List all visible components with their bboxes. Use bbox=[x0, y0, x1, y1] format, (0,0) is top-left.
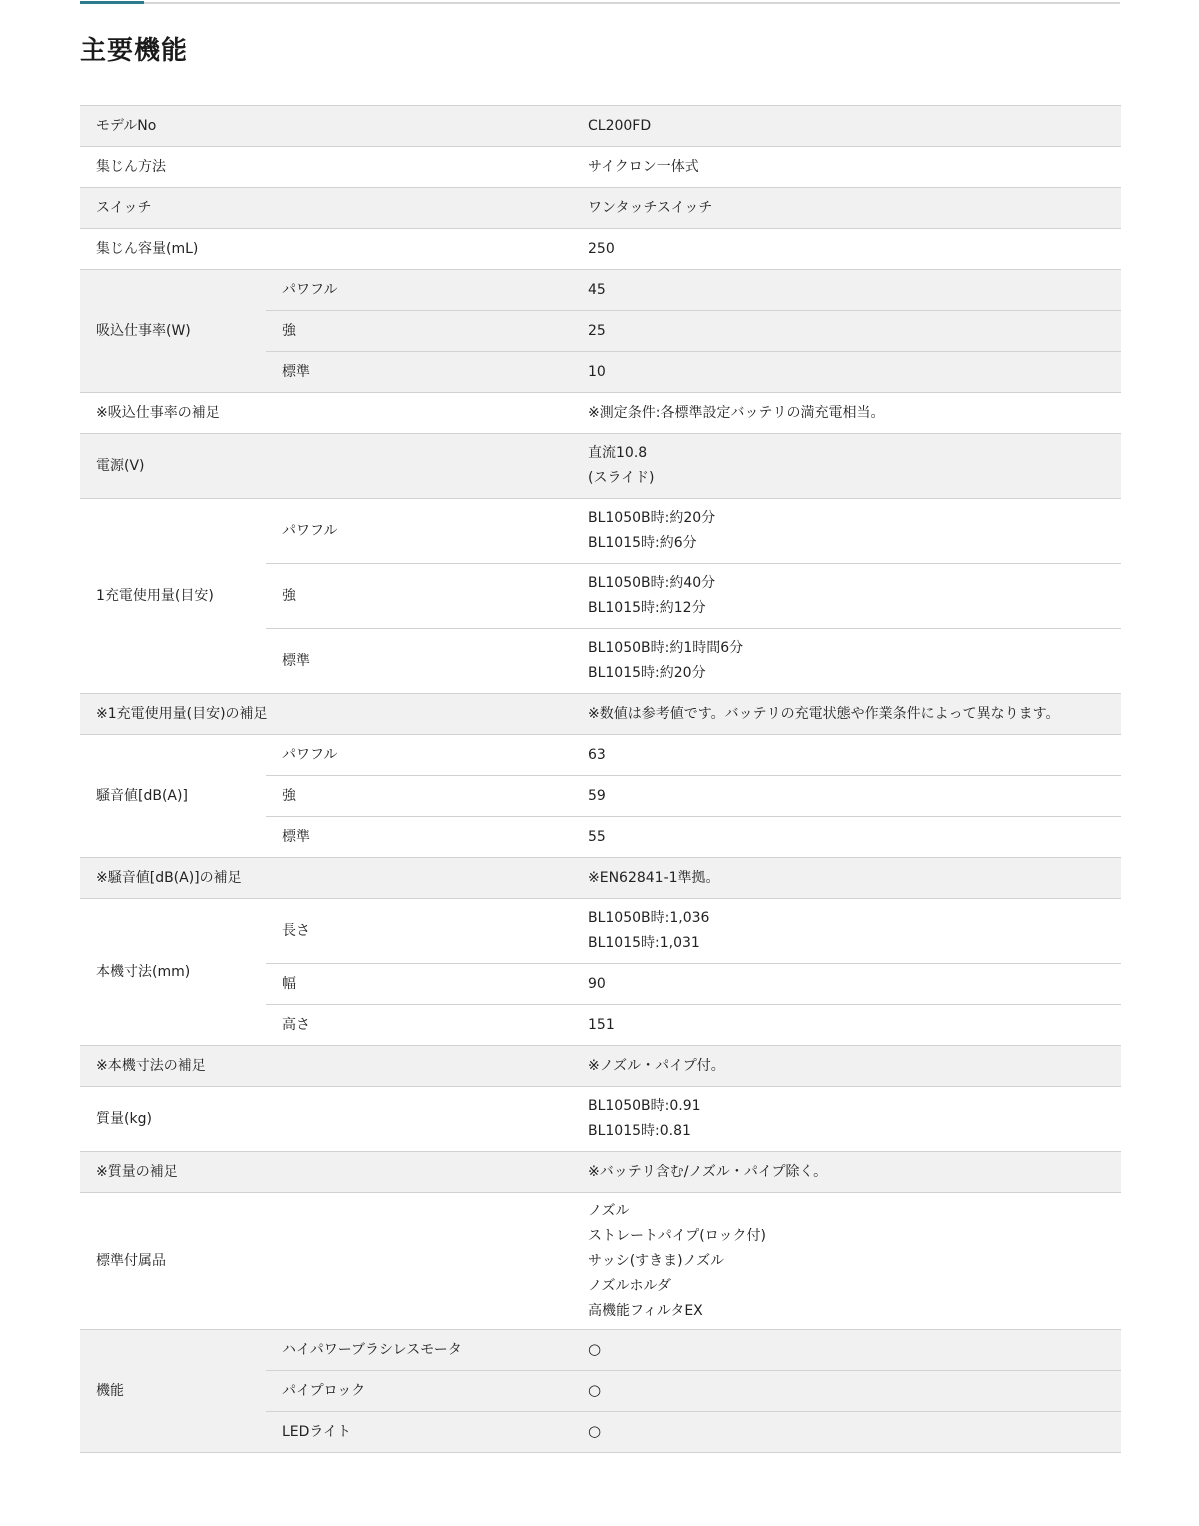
row-value: BL1050B時:約1時間6分 BL1015時:約20分 bbox=[573, 629, 1121, 694]
check-circle-icon: ○ bbox=[588, 1340, 602, 1358]
sub-label: 標準 bbox=[266, 352, 573, 393]
row-label: 集じん容量(mL) bbox=[80, 229, 573, 270]
table-row bbox=[80, 1152, 1121, 1193]
table-row bbox=[80, 188, 1121, 229]
table-row bbox=[80, 270, 1121, 311]
row-value: 151 bbox=[573, 1005, 1121, 1046]
row-label: ※騒音値[dB(A)]の補足 bbox=[80, 858, 573, 899]
table-row bbox=[80, 858, 1121, 899]
row-value: 250 bbox=[573, 229, 1121, 270]
group-label: 機能 bbox=[80, 1330, 266, 1453]
spec-table bbox=[80, 105, 1121, 1453]
table-row bbox=[80, 694, 1121, 735]
sub-label: 幅 bbox=[266, 964, 573, 1005]
row-value: 63 bbox=[573, 735, 1121, 776]
table-row bbox=[80, 434, 1121, 499]
sub-label: 標準 bbox=[266, 629, 573, 694]
row-value: BL1050B時:1,036 BL1015時:1,031 bbox=[573, 899, 1121, 964]
check-circle-icon: ○ bbox=[588, 1381, 602, 1399]
row-value: 10 bbox=[573, 352, 1121, 393]
sub-label: ハイパワーブラシレスモータ bbox=[266, 1330, 573, 1371]
row-value bbox=[573, 1371, 1121, 1412]
table-row bbox=[80, 229, 1121, 270]
top-divider bbox=[80, 2, 1120, 4]
row-label: ※質量の補足 bbox=[80, 1152, 573, 1193]
row-label: ※吸込仕事率の補足 bbox=[80, 393, 573, 434]
row-value: サイクロン一体式 bbox=[573, 147, 1121, 188]
row-label: 集じん方法 bbox=[80, 147, 573, 188]
row-value bbox=[573, 1412, 1121, 1453]
sub-label: LEDライト bbox=[266, 1412, 573, 1453]
row-value: ノズル ストレートパイプ(ロック付) サッシ(すきま)ノズル ノズルホルダ 高機能フィルタEX bbox=[573, 1193, 1121, 1330]
row-value: ※バッテリ含む/ノズル・パイプ除く。 bbox=[573, 1152, 1121, 1193]
row-label: ※1充電使用量(目安)の補足 bbox=[80, 694, 573, 735]
top-accent-bar bbox=[80, 1, 144, 4]
row-value: ※数値は参考値です。バッテリの充電状態や作業条件によって異なります。 bbox=[573, 694, 1121, 735]
row-value: ※測定条件:各標準設定バッテリの満充電相当。 bbox=[573, 393, 1121, 434]
table-row bbox=[80, 899, 1121, 964]
table-row bbox=[80, 393, 1121, 434]
sub-label: 標準 bbox=[266, 817, 573, 858]
row-value bbox=[573, 1330, 1121, 1371]
row-label: モデルNo bbox=[80, 106, 573, 147]
sub-label: 強 bbox=[266, 311, 573, 352]
row-value: BL1050B時:約20分 BL1015時:約6分 bbox=[573, 499, 1121, 564]
table-row bbox=[80, 147, 1121, 188]
row-value: 直流10.8 (スライド) bbox=[573, 434, 1121, 499]
table-row bbox=[80, 1330, 1121, 1371]
table-row bbox=[80, 106, 1121, 147]
sub-label: パイプロック bbox=[266, 1371, 573, 1412]
table-row bbox=[80, 735, 1121, 776]
row-value: ワンタッチスイッチ bbox=[573, 188, 1121, 229]
row-label: 電源(V) bbox=[80, 434, 573, 499]
row-value: 25 bbox=[573, 311, 1121, 352]
row-value: CL200FD bbox=[573, 106, 1121, 147]
sub-label: 強 bbox=[266, 776, 573, 817]
sub-label: パワフル bbox=[266, 735, 573, 776]
row-value: 90 bbox=[573, 964, 1121, 1005]
group-label: 1充電使用量(目安) bbox=[80, 499, 266, 694]
row-label: 質量(kg) bbox=[80, 1087, 573, 1152]
sub-label: 高さ bbox=[266, 1005, 573, 1046]
group-label: 吸込仕事率(W) bbox=[80, 270, 266, 393]
row-value: ※EN62841-1準拠。 bbox=[573, 858, 1121, 899]
sub-label: 強 bbox=[266, 564, 573, 629]
group-label: 本機寸法(mm) bbox=[80, 899, 266, 1046]
page-title: 主要機能 bbox=[80, 36, 189, 66]
row-value: 59 bbox=[573, 776, 1121, 817]
row-value: 55 bbox=[573, 817, 1121, 858]
row-value: BL1050B時:約40分 BL1015時:約12分 bbox=[573, 564, 1121, 629]
table-row bbox=[80, 1193, 1121, 1330]
sub-label: パワフル bbox=[266, 499, 573, 564]
table-row bbox=[80, 1087, 1121, 1152]
row-label: スイッチ bbox=[80, 188, 573, 229]
sub-label: 長さ bbox=[266, 899, 573, 964]
row-value: ※ノズル・パイプ付。 bbox=[573, 1046, 1121, 1087]
table-row bbox=[80, 499, 1121, 564]
table-row bbox=[80, 1046, 1121, 1087]
group-label: 騒音値[dB(A)] bbox=[80, 735, 266, 858]
row-value: 45 bbox=[573, 270, 1121, 311]
row-label: 標準付属品 bbox=[80, 1193, 573, 1330]
check-circle-icon: ○ bbox=[588, 1422, 602, 1440]
row-value: BL1050B時:0.91 BL1015時:0.81 bbox=[573, 1087, 1121, 1152]
row-label: ※本機寸法の補足 bbox=[80, 1046, 573, 1087]
sub-label: パワフル bbox=[266, 270, 573, 311]
